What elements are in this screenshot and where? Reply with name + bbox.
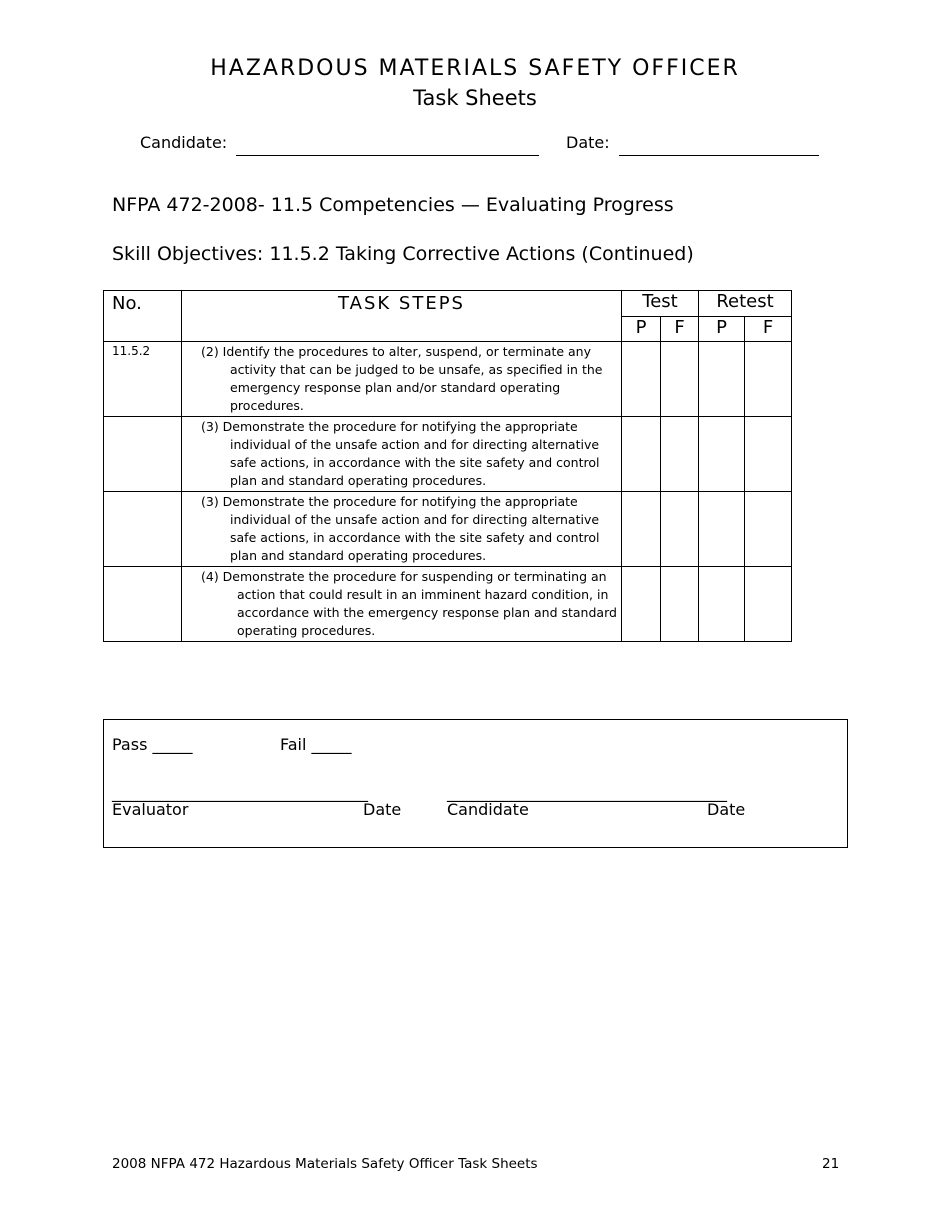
test-pass-header: P (622, 316, 661, 342)
retest-pass-cell[interactable] (699, 567, 745, 642)
retest-fail-cell[interactable] (745, 492, 792, 567)
table-row (104, 417, 792, 492)
candidate-label: Candidate: (140, 133, 228, 152)
test-fail-cell[interactable] (661, 417, 699, 492)
test-pass-cell[interactable] (622, 567, 661, 642)
test-pass-cell[interactable] (622, 492, 661, 567)
document-title: HAZARDOUS MATERIALS SAFETY OFFICER (210, 56, 740, 81)
skill-objective-heading: Skill Objectives: 11.5.2 Taking Corrective Actions (Continued) (112, 243, 694, 265)
step-description: (3) Demonstrate the procedure for notifying the appropriate individual of the unsafe action and for directing alternative safe actions, in accordance with the site safety and control plan and standard operating procedures. (182, 417, 622, 492)
retest-fail-cell[interactable] (745, 417, 792, 492)
retest-fail-cell[interactable] (745, 342, 792, 417)
step-number: 11.5.2 (104, 342, 182, 417)
candidate-label: Candidate (447, 800, 529, 819)
candidate-signature-line[interactable]: ___________________________________ (447, 783, 727, 802)
date-label: Date: (566, 133, 610, 152)
step-description: (2) Identify the procedures to alter, suspend, or terminate any activity that can be judged to be unsafe, as specified in the emergency response plan and/or standard operating procedures. (182, 342, 622, 417)
table-row (104, 492, 792, 567)
candidate-date-label: Date (707, 800, 746, 819)
date-line[interactable] (619, 155, 819, 156)
step-number (104, 417, 182, 492)
retest-fail-header: F (745, 316, 792, 342)
test-fail-cell[interactable] (661, 342, 699, 417)
evaluator-date-label: Date (363, 800, 402, 819)
evaluator-signature-line[interactable]: ________________________________ (112, 783, 368, 802)
result-signature-box (103, 719, 848, 848)
table-row (104, 342, 792, 417)
table-row (104, 567, 792, 642)
test-fail-cell[interactable] (661, 492, 699, 567)
step-number (104, 492, 182, 567)
retest-pass-cell[interactable] (699, 342, 745, 417)
task-steps-table (103, 290, 792, 642)
step-description: (4) Demonstrate the procedure for suspending or terminating an action that could result in an imminent hazard condition, in accordance with the emergency response plan and standard operating procedures. (182, 567, 622, 642)
pass-field[interactable]: Pass _____ (112, 735, 193, 754)
test-fail-cell[interactable] (661, 567, 699, 642)
retest-pass-cell[interactable] (699, 492, 745, 567)
task-steps-column-header: TASK STEPS (182, 291, 622, 342)
page-number: 21 (822, 1156, 840, 1172)
document-subtitle: Task Sheets (413, 86, 537, 110)
retest-pass-header: P (699, 316, 745, 342)
fail-field[interactable]: Fail _____ (280, 735, 352, 754)
retest-column-header: Retest (699, 291, 792, 317)
step-number (104, 567, 182, 642)
test-column-header: Test (622, 291, 699, 317)
test-pass-cell[interactable] (622, 417, 661, 492)
test-fail-header: F (661, 316, 699, 342)
footer-text: 2008 NFPA 472 Hazardous Materials Safety Officer Task Sheets (112, 1156, 538, 1172)
no-column-header: No. (104, 291, 182, 342)
retest-pass-cell[interactable] (699, 417, 745, 492)
evaluator-label: Evaluator (112, 800, 189, 819)
retest-fail-cell[interactable] (745, 567, 792, 642)
candidate-signature-line[interactable] (236, 155, 539, 156)
test-pass-cell[interactable] (622, 342, 661, 417)
step-description: (3) Demonstrate the procedure for notifying the appropriate individual of the unsafe action and for directing alternative safe actions, in accordance with the site safety and control plan and standard operating procedures. (182, 492, 622, 567)
competency-heading: NFPA 472-2008- 11.5 Competencies — Evaluating Progress (112, 194, 674, 216)
